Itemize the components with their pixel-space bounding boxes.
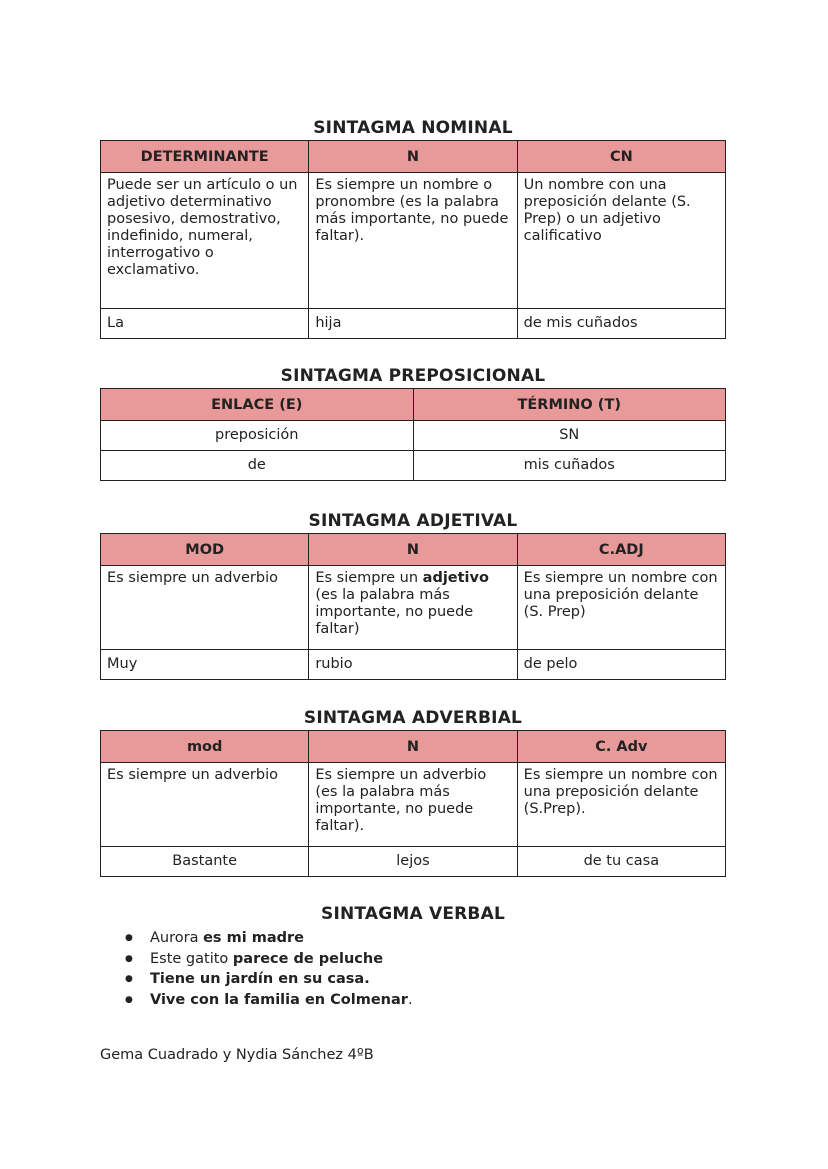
- example-cell: lejos: [309, 847, 517, 877]
- bold-predicate: es mi madre: [203, 930, 304, 946]
- example-cell: Bastante: [101, 847, 309, 877]
- adverbial-table: [100, 730, 726, 877]
- section-title: SINTAGMA NOMINAL: [313, 118, 513, 138]
- bold-predicate: parece de peluche: [232, 950, 384, 967]
- example-cell: de pelo: [517, 650, 725, 680]
- section-title: SINTAGMA PREPOSICIONAL: [280, 366, 546, 386]
- example-row: [101, 847, 726, 877]
- header-cell: mod: [101, 731, 309, 763]
- section-nominal: [100, 116, 726, 339]
- header-cell: N: [309, 141, 517, 173]
- list-item: [125, 949, 413, 970]
- description-cell: Un nombre con una preposición delante (S. Prep) o un adjetivo calificativo: [517, 173, 725, 309]
- list-item: [125, 969, 413, 990]
- example-cell: hija: [309, 309, 517, 339]
- text-run: Este gatito: [150, 950, 233, 967]
- example-cell: Muy: [101, 650, 309, 680]
- header-row: [101, 389, 726, 421]
- description-cell: preposición: [101, 421, 414, 451]
- nominal-table: [100, 140, 726, 339]
- description-row: [101, 173, 726, 309]
- text-run: .: [407, 991, 413, 1008]
- section-adjetival: [100, 509, 726, 680]
- description-row: [101, 421, 726, 451]
- description-row: [101, 763, 726, 847]
- example-row: [101, 309, 726, 339]
- list-item: [125, 990, 413, 1011]
- text-run: Es siempre un: [315, 570, 423, 586]
- header-cell: ENLACE (E): [101, 389, 414, 421]
- section-verbal: [100, 902, 726, 926]
- list-item: [125, 928, 413, 949]
- header-cell: TÉRMINO (T): [413, 389, 726, 421]
- header-cell: C.ADJ: [517, 534, 725, 566]
- description-cell: Es siempre un nombre o pronombre (es la palabra más importante, no puede faltar).: [309, 173, 517, 309]
- verbal-examples-list: [125, 928, 413, 1010]
- description-cell: SN: [413, 421, 726, 451]
- example-cell: de: [101, 451, 414, 481]
- description-cell: Es siempre un adverbio: [101, 566, 309, 650]
- bold-predicate: Tiene un jardín en su casa.: [150, 971, 370, 987]
- description-cell: Puede ser un artículo o un adjetivo determinativo posesivo, demostrativo, indefinido, numeral, interrogativo o exclamativo.: [101, 173, 309, 309]
- bold-predicate: Vive con la familia en Colmenar: [150, 991, 408, 1008]
- text-run: (es la palabra más importante, no puede faltar): [315, 587, 474, 637]
- preposicional-table: [100, 388, 726, 481]
- example-row: [101, 650, 726, 680]
- header-cell: N: [309, 534, 517, 566]
- header-row: [101, 534, 726, 566]
- example-cell: de mis cuñados: [517, 309, 725, 339]
- header-cell: CN: [517, 141, 725, 173]
- section-title: SINTAGMA ADJETIVAL: [308, 511, 518, 531]
- description-cell: [309, 566, 517, 650]
- example-row: [101, 451, 726, 481]
- adjetival-table: [100, 533, 726, 680]
- section-adverbial: [100, 706, 726, 877]
- header-row: [101, 731, 726, 763]
- header-cell: N: [309, 731, 517, 763]
- header-row: [101, 141, 726, 173]
- section-title: SINTAGMA ADVERBIAL: [303, 708, 523, 728]
- description-cell: Es siempre un nombre con una preposición delante (S. Prep): [517, 566, 725, 650]
- header-cell: DETERMINANTE: [101, 141, 309, 173]
- example-cell: de tu casa: [517, 847, 725, 877]
- description-cell: Es siempre un adverbio (es la palabra más importante, no puede faltar).: [309, 763, 517, 847]
- example-cell: rubio: [309, 650, 517, 680]
- description-row: [101, 566, 726, 650]
- header-cell: C. Adv: [517, 731, 725, 763]
- example-cell: mis cuñados: [413, 451, 726, 481]
- bold-term: adjetivo: [422, 570, 489, 586]
- text-run: Aurora: [150, 930, 204, 946]
- description-cell: Es siempre un nombre con una preposición delante (S.Prep).: [517, 763, 725, 847]
- description-cell: Es siempre un adverbio: [101, 763, 309, 847]
- header-cell: MOD: [101, 534, 309, 566]
- example-cell: La: [101, 309, 309, 339]
- section-title: SINTAGMA VERBAL: [321, 904, 505, 924]
- footer-authors: Gema Cuadrado y Nydia Sánchez 4ºB: [100, 1047, 374, 1063]
- section-preposicional: [100, 364, 726, 481]
